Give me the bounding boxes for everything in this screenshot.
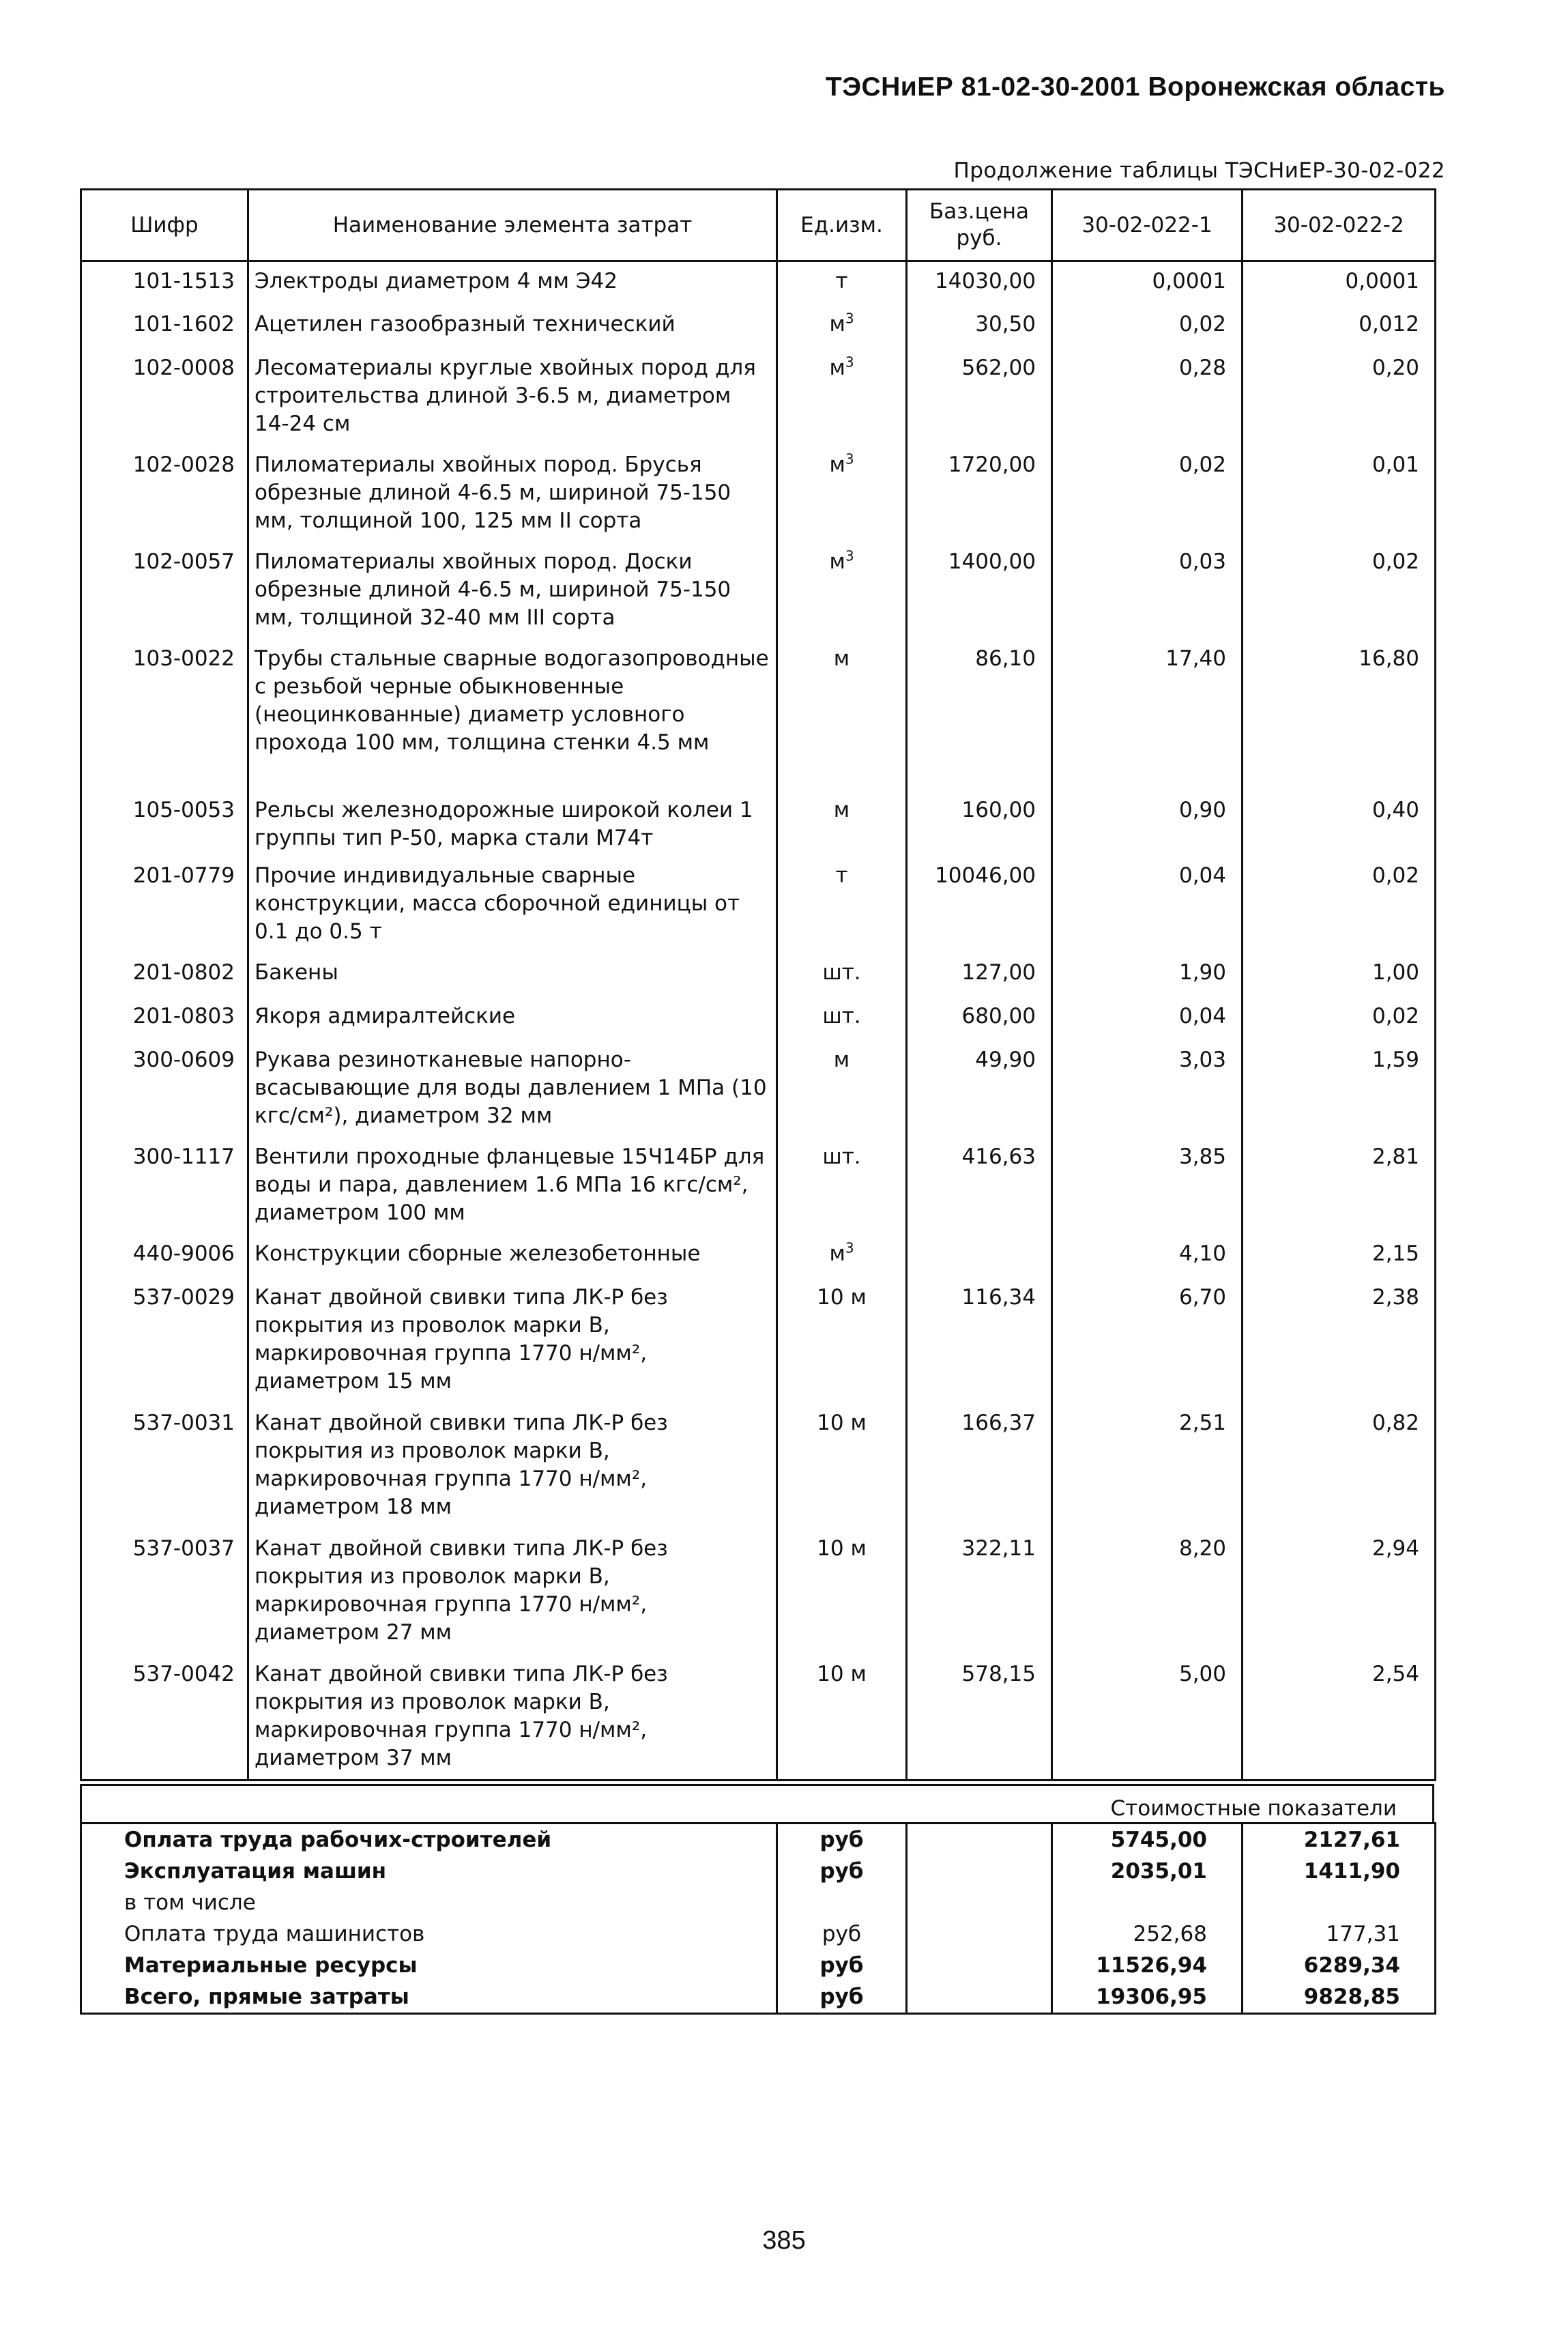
row-price: 116,34 xyxy=(907,1278,1052,1404)
summary-row xyxy=(81,1950,1436,1981)
summary-price-empty xyxy=(907,1824,1052,1856)
row-name: Лесоматериалы круглые хвойных пород для строительства длиной 3-6.5 м, диаметром 14-24 см xyxy=(248,349,777,446)
cost-summary xyxy=(80,1784,1434,2015)
row-name: Конструкции сборные железобетонные xyxy=(248,1235,777,1278)
unit-text: т xyxy=(835,863,848,888)
row-price: 322,11 xyxy=(907,1529,1052,1655)
row-variant-1: 3,85 xyxy=(1052,1138,1243,1235)
row-variant-2: 0,0001 xyxy=(1243,261,1436,305)
row-name: Вентили проходные фланцевые 15Ч14БР для воды и пара, давлением 1.6 МПа 16 кгс/см², диаметром 100 мм xyxy=(248,1138,777,1235)
row-code: 102-0057 xyxy=(81,543,248,639)
row-name: Электроды диаметром 4 мм Э42 xyxy=(248,261,777,305)
summary-table xyxy=(80,1822,1436,2015)
table-header-row xyxy=(81,190,1436,261)
unit-text: м xyxy=(829,311,845,336)
row-code: 537-0042 xyxy=(81,1655,248,1781)
document-header-title: ТЭСНиЕР 81-02-30-2001 Воронежская область xyxy=(825,72,1445,102)
row-variant-1: 0,90 xyxy=(1052,791,1243,856)
row-unit xyxy=(777,446,907,543)
unit-exponent: 3 xyxy=(845,1239,854,1256)
row-variant-2: 0,02 xyxy=(1243,997,1436,1041)
row-variant-2: 0,40 xyxy=(1243,791,1436,856)
unit-text: м xyxy=(833,646,850,671)
column-header-unit: Ед.изм. xyxy=(777,190,907,261)
summary-label: Всего, прямые затраты xyxy=(81,1981,777,2014)
row-name: Рельсы железнодорожные широкой колеи 1 группы тип Р-50, марка стали М74т xyxy=(248,791,777,856)
summary-label: Эксплуатация машин xyxy=(81,1856,777,1887)
row-code: 102-0028 xyxy=(81,446,248,543)
unit-text: шт. xyxy=(822,960,861,985)
table-row xyxy=(81,446,1436,543)
summary-variant-1: 11526,94 xyxy=(1052,1950,1243,1981)
row-name: Бакены xyxy=(248,953,777,997)
row-variant-2: 0,02 xyxy=(1243,856,1436,953)
row-unit xyxy=(777,305,907,349)
summary-row xyxy=(81,1824,1436,1856)
unit-text: м xyxy=(829,1241,845,1266)
column-header-variant-1: 30-02-022-1 xyxy=(1052,190,1243,261)
row-variant-1: 17,40 xyxy=(1052,639,1243,791)
summary-price-empty xyxy=(907,1856,1052,1887)
summary-unit: руб xyxy=(777,1950,907,1981)
summary-price-empty xyxy=(907,1950,1052,1981)
row-name: Канат двойной свивки типа ЛК-Р без покрытия из проволок марки В, маркировочная группа 1770 н/мм², диаметром 27 мм xyxy=(248,1529,777,1655)
row-name: Ацетилен газообразный технический xyxy=(248,305,777,349)
table-row xyxy=(81,639,1436,791)
unit-text: 10 м xyxy=(817,1536,867,1561)
unit-exponent: 3 xyxy=(845,547,854,564)
row-variant-1: 0,02 xyxy=(1052,305,1243,349)
summary-row xyxy=(81,1918,1436,1950)
row-price: 86,10 xyxy=(907,639,1052,791)
row-name: Трубы стальные сварные водогазопроводные с резьбой черные обыкновенные (неоцинкованные) диаметр условного прохода 100 мм, толщина стенки 4.5 мм xyxy=(248,639,777,791)
unit-text: м xyxy=(829,549,845,574)
unit-text: шт. xyxy=(822,1144,861,1169)
row-unit xyxy=(777,997,907,1041)
row-price xyxy=(907,1235,1052,1278)
summary-variant-1: 5745,00 xyxy=(1052,1824,1243,1856)
table-row xyxy=(81,1138,1436,1235)
row-unit xyxy=(777,953,907,997)
row-variant-2: 2,15 xyxy=(1243,1235,1436,1278)
row-code: 440-9006 xyxy=(81,1235,248,1278)
row-unit xyxy=(777,543,907,639)
unit-text: м xyxy=(829,355,845,380)
row-price: 1400,00 xyxy=(907,543,1052,639)
summary-label: Материальные ресурсы xyxy=(81,1950,777,1981)
row-variant-1: 3,03 xyxy=(1052,1041,1243,1138)
row-price: 49,90 xyxy=(907,1041,1052,1138)
column-header-price: Баз.цена руб. xyxy=(907,190,1052,261)
row-code: 201-0779 xyxy=(81,856,248,953)
table-row xyxy=(81,997,1436,1041)
row-unit xyxy=(777,639,907,791)
column-header-variant-2: 30-02-022-2 xyxy=(1243,190,1436,261)
unit-exponent: 3 xyxy=(845,354,854,371)
unit-text: м xyxy=(829,452,845,477)
summary-variant-2: 9828,85 xyxy=(1243,1981,1436,2014)
table-row xyxy=(81,856,1436,953)
row-code: 300-1117 xyxy=(81,1138,248,1235)
summary-variant-1 xyxy=(1052,1887,1243,1918)
row-code: 103-0022 xyxy=(81,639,248,791)
summary-label: Оплата труда машинистов xyxy=(81,1918,777,1950)
table-continuation-caption: Продолжение таблицы ТЭСНиЕР-30-02-022 xyxy=(953,158,1445,183)
resources-table xyxy=(80,188,1436,1781)
row-price: 30,50 xyxy=(907,305,1052,349)
table-row xyxy=(81,953,1436,997)
row-variant-1: 0,04 xyxy=(1052,997,1243,1041)
unit-text: м xyxy=(833,1047,850,1072)
summary-row xyxy=(81,1887,1436,1918)
row-name: Пиломатериалы хвойных пород. Брусья обрезные длиной 4-6.5 м, шириной 75-150 мм, толщиной 100, 125 мм II сорта xyxy=(248,446,777,543)
row-price: 416,63 xyxy=(907,1138,1052,1235)
column-header-code: Шифр xyxy=(81,190,248,261)
summary-variant-1: 19306,95 xyxy=(1052,1981,1243,2014)
row-unit xyxy=(777,349,907,446)
row-price: 166,37 xyxy=(907,1404,1052,1529)
summary-row xyxy=(81,1981,1436,2014)
row-price: 10046,00 xyxy=(907,856,1052,953)
table-row xyxy=(81,1404,1436,1529)
summary-variant-2: 6289,34 xyxy=(1243,1950,1436,1981)
row-variant-2: 2,81 xyxy=(1243,1138,1436,1235)
row-variant-2: 0,01 xyxy=(1243,446,1436,543)
row-variant-1: 0,0001 xyxy=(1052,261,1243,305)
row-variant-2: 0,20 xyxy=(1243,349,1436,446)
column-header-name: Наименование элемента затрат xyxy=(248,190,777,261)
table-row xyxy=(81,1655,1436,1781)
unit-text: м xyxy=(833,797,850,822)
unit-text: т xyxy=(835,269,848,293)
row-code: 101-1602 xyxy=(81,305,248,349)
summary-unit: руб xyxy=(777,1856,907,1887)
row-unit xyxy=(777,261,907,305)
row-variant-1: 2,51 xyxy=(1052,1404,1243,1529)
unit-text: 10 м xyxy=(817,1661,867,1686)
row-code: 537-0029 xyxy=(81,1278,248,1404)
table-row xyxy=(81,791,1436,856)
summary-variant-1: 252,68 xyxy=(1052,1918,1243,1950)
row-unit xyxy=(777,791,907,856)
row-name: Прочие индивидуальные сварные конструкции, масса сборочной единицы от 0.1 до 0.5 т xyxy=(248,856,777,953)
row-name: Пиломатериалы хвойных пород. Доски обрезные длиной 4-6.5 м, шириной 75-150 мм, толщиной 32-40 мм III сорта xyxy=(248,543,777,639)
row-variant-2: 0,012 xyxy=(1243,305,1436,349)
row-variant-2: 2,94 xyxy=(1243,1529,1436,1655)
row-price: 578,15 xyxy=(907,1655,1052,1781)
unit-text: шт. xyxy=(822,1003,861,1028)
unit-exponent: 3 xyxy=(845,450,854,467)
row-variant-2: 1,59 xyxy=(1243,1041,1436,1138)
unit-text: 10 м xyxy=(817,1284,867,1310)
row-unit xyxy=(777,1138,907,1235)
row-variant-2: 2,38 xyxy=(1243,1278,1436,1404)
summary-variant-1: 2035,01 xyxy=(1052,1856,1243,1887)
row-name: Якоря адмиралтейские xyxy=(248,997,777,1041)
row-variant-2: 16,80 xyxy=(1243,639,1436,791)
table-row xyxy=(81,349,1436,446)
row-price: 14030,00 xyxy=(907,261,1052,305)
row-code: 201-0803 xyxy=(81,997,248,1041)
summary-caption: Стоимостные показатели xyxy=(80,1784,1434,1822)
row-variant-1: 4,10 xyxy=(1052,1235,1243,1278)
row-code: 537-0037 xyxy=(81,1529,248,1655)
row-variant-2: 1,00 xyxy=(1243,953,1436,997)
row-code: 105-0053 xyxy=(81,791,248,856)
row-unit xyxy=(777,1529,907,1655)
summary-label: Оплата труда рабочих-строителей xyxy=(81,1824,777,1856)
table-row xyxy=(81,305,1436,349)
row-name: Рукава резинотканевые напорно-всасывающие для воды давлением 1 МПа (10 кгс/см²), диаметром 32 мм xyxy=(248,1041,777,1138)
summary-variant-2: 1411,90 xyxy=(1243,1856,1436,1887)
row-code: 102-0008 xyxy=(81,349,248,446)
summary-variant-2 xyxy=(1243,1887,1436,1918)
summary-unit: руб xyxy=(777,1918,907,1950)
summary-price-empty xyxy=(907,1981,1052,2014)
row-code: 300-0609 xyxy=(81,1041,248,1138)
row-code: 201-0802 xyxy=(81,953,248,997)
row-code: 101-1513 xyxy=(81,261,248,305)
row-price: 160,00 xyxy=(907,791,1052,856)
summary-variant-2: 2127,61 xyxy=(1243,1824,1436,1856)
row-variant-1: 0,03 xyxy=(1052,543,1243,639)
row-variant-1: 5,00 xyxy=(1052,1655,1243,1781)
row-unit xyxy=(777,856,907,953)
unit-text: 10 м xyxy=(817,1410,867,1435)
row-price: 562,00 xyxy=(907,349,1052,446)
row-variant-2: 0,82 xyxy=(1243,1404,1436,1529)
row-variant-2: 2,54 xyxy=(1243,1655,1436,1781)
summary-unit xyxy=(777,1887,907,1918)
row-name: Канат двойной свивки типа ЛК-Р без покрытия из проволок марки В, маркировочная группа 1770 н/мм², диаметром 18 мм xyxy=(248,1404,777,1529)
row-unit xyxy=(777,1278,907,1404)
summary-price-empty xyxy=(907,1918,1052,1950)
table-row xyxy=(81,543,1436,639)
row-variant-1: 6,70 xyxy=(1052,1278,1243,1404)
table-row xyxy=(81,1041,1436,1138)
row-variant-1: 0,28 xyxy=(1052,349,1243,446)
row-variant-1: 0,02 xyxy=(1052,446,1243,543)
summary-variant-2: 177,31 xyxy=(1243,1918,1436,1950)
summary-row xyxy=(81,1856,1436,1887)
summary-label: в том числе xyxy=(81,1887,777,1918)
table-row xyxy=(81,1278,1436,1404)
summary-unit: руб xyxy=(777,1981,907,2014)
page-number: 385 xyxy=(762,2226,806,2255)
table-row xyxy=(81,261,1436,305)
row-price: 680,00 xyxy=(907,997,1052,1041)
unit-exponent: 3 xyxy=(845,310,854,327)
row-unit xyxy=(777,1404,907,1529)
summary-unit: руб xyxy=(777,1824,907,1856)
summary-price-empty xyxy=(907,1887,1052,1918)
row-variant-1: 1,90 xyxy=(1052,953,1243,997)
row-name: Канат двойной свивки типа ЛК-Р без покрытия из проволок марки В, маркировочная группа 1770 н/мм², диаметром 15 мм xyxy=(248,1278,777,1404)
row-unit xyxy=(777,1041,907,1138)
row-name: Канат двойной свивки типа ЛК-Р без покрытия из проволок марки В, маркировочная группа 1770 н/мм², диаметром 37 мм xyxy=(248,1655,777,1781)
row-unit xyxy=(777,1235,907,1278)
row-variant-2: 0,02 xyxy=(1243,543,1436,639)
row-price: 127,00 xyxy=(907,953,1052,997)
table-row xyxy=(81,1529,1436,1655)
table-row xyxy=(81,1235,1436,1278)
row-price: 1720,00 xyxy=(907,446,1052,543)
row-code: 537-0031 xyxy=(81,1404,248,1529)
row-variant-1: 0,04 xyxy=(1052,856,1243,953)
row-variant-1: 8,20 xyxy=(1052,1529,1243,1655)
row-unit xyxy=(777,1655,907,1781)
